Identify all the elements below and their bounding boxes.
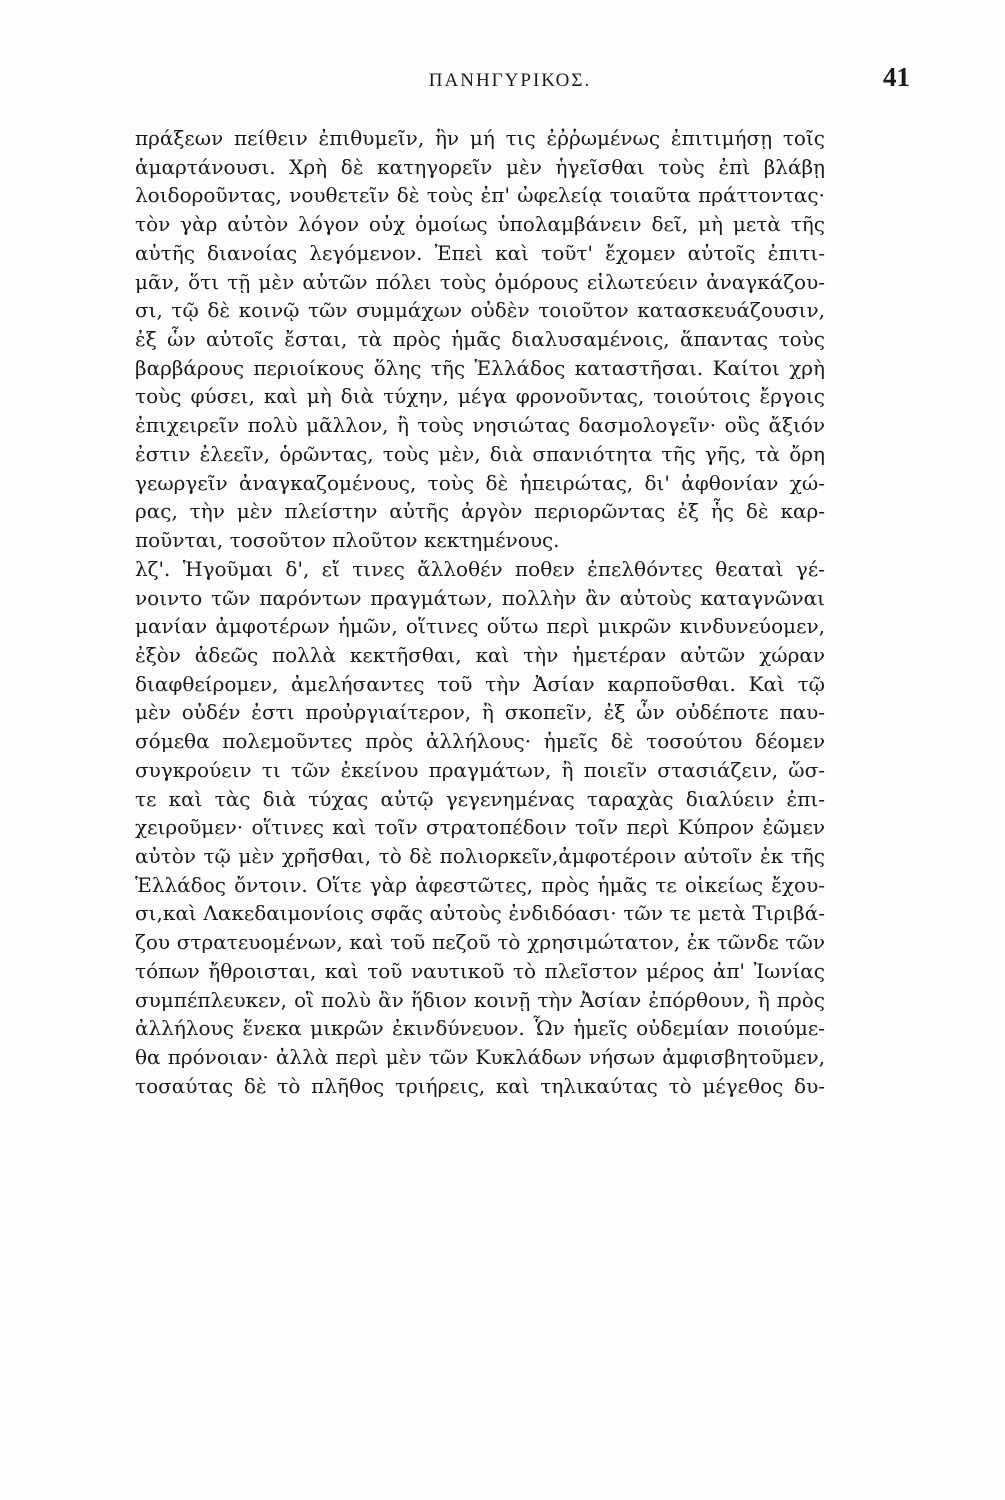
text-line: σι, τῷ δὲ κοινῷ τῶν συμμάχων οὐδὲν τοιοῦτον κατασκευάζουσιν, bbox=[135, 298, 825, 323]
text-line: μανίαν ἀμφοτέρων ἡμῶν, οἵτινες οὕτω περὶ μικρῶν κινδυνεύομεν, bbox=[135, 614, 825, 639]
text-line: ἀλλήλους ἕνεκα μικρῶν ἐκινδύνευον. Ὧν ἡμεῖς οὐδεμίαν ποιούμε- bbox=[135, 1016, 825, 1041]
text-line: τοσαύτας δὲ τὸ πλῆθος τριήρεις, καὶ τηλικαύτας τὸ μέγεθος δυ- bbox=[135, 1073, 825, 1098]
text-line: λοιδοροῦντας, νουθετεῖν δὲ τοὺς ἐπ' ὠφελείᾳ τοιαῦτα πράττοντας· bbox=[135, 183, 825, 208]
text-line: ρας, τὴν μὲν πλείστην αὐτῆς ἀργὸν περιορῶντας ἐξ ἧς δὲ καρ- bbox=[135, 499, 825, 524]
text-line: αὐτῆς διανοίας λεγόμενον. Ἐπεὶ καὶ τοῦτ' ἔχομεν αὐτοῖς ἐπιτι- bbox=[135, 240, 825, 265]
text-line: ἁμαρτάνουσι. Χρὴ δὲ κατηγορεῖν μὲν ἡγεῖσθαι τοὺς ἐπὶ βλάβῃ bbox=[135, 154, 825, 179]
text-line: θα πρόνοιαν· ἀλλὰ περὶ μὲν τῶν Κυκλάδων νήσων ἀμφισβητοῦμεν, bbox=[135, 1045, 825, 1069]
text-line: τε καὶ τὰς διὰ τύχας αὐτῷ γεγενημένας ταραχὰς διαλύειν ἐπι- bbox=[135, 786, 825, 811]
text-line: συγκρούειν τι τῶν ἐκείνου πραγμάτων, ἢ ποιεῖν στασιάζειν, ὥσ- bbox=[135, 757, 825, 782]
text-line: τὸν γὰρ αὐτὸν λόγον οὐχ ὁμοίως ὑπολαμβάνειν δεῖ, μὴ μετὰ τῆς bbox=[135, 212, 825, 237]
text-line: χειροῦμεν· οἵτινες καὶ τοῖν στρατοπέδοιν τοῖν περὶ Κύπρον ἐῶμεν bbox=[135, 815, 825, 840]
text-line: μὲν οὐδέν ἐστι προὐργιαίτερον, ἢ σκοπεῖν, ἐξ ὧν οὐδέποτε παυ- bbox=[135, 700, 825, 725]
text-line: γεωργεῖν ἀναγκαζομένους, τοὺς δὲ ἠπειρώτας, δι' ἀφθονίαν χώ- bbox=[135, 470, 825, 495]
text-line: ζου στρατευομένων, καὶ τοῦ πεζοῦ τὸ χρησιμώτατον, ἐκ τῶνδε τῶν bbox=[135, 930, 825, 955]
page-number: 41 bbox=[883, 62, 910, 92]
text-line: τοὺς φύσει, καὶ μὴ διὰ τύχην, μέγα φρονοῦντας, τοιούτοις ἔργοις bbox=[135, 384, 825, 409]
text-line: ἐξὸν ἀδεῶς πολλὰ κεκτῆσθαι, καὶ τὴν ἡμετέραν αὐτῶν χώραν bbox=[135, 642, 825, 667]
text-line: ἐξ ὧν αὐτοῖς ἔσται, τὰ πρὸς ἡμᾶς διαλυσαμένοις, ἅπαντας τοὺς bbox=[135, 327, 825, 352]
text-line: συμπέπλευκεν, οἳ πολὺ ἂν ἥδιον κοινῇ τὴν Ἀσίαν ἐπόρθουν, ἢ πρὸς bbox=[135, 987, 825, 1012]
section-start-line: λζ'. Ἡγοῦμαι δ', εἴ τινες ἄλλοθέν ποθεν ἐπελθόντες θεαταὶ γέ- bbox=[135, 556, 825, 581]
running-header bbox=[110, 62, 910, 102]
text-line: σι,καὶ Λακεδαιμονίοις σφᾶς αὐτοὺς ἐνδιδόασι· τῶν τε μετὰ Τιριβά- bbox=[135, 901, 825, 926]
text-line: Ἑλλάδος ὄντοιν. Οἵτε γὰρ ἀφεστῶτες, πρὸς ἡμᾶς τε οἰκείως ἔχου- bbox=[135, 872, 825, 897]
body-text bbox=[135, 124, 825, 1100]
text-line: τόπων ἤθροισται, καὶ τοῦ ναυτικοῦ τὸ πλεῖστον μέρος ἀπ' Ἰωνίας bbox=[135, 958, 825, 983]
running-title: ΠΑΝΗΓΥΡΙΚΟΣ. bbox=[428, 70, 592, 91]
text-line: ἐστιν ἐλεεῖν, ὁρῶντας, τοὺς μὲν, διὰ σπανιότητα τῆς γῆς, τὰ ὄρη bbox=[135, 441, 825, 466]
text-line: ἐπιχειρεῖν πολὺ μᾶλλον, ἢ τοὺς νησιώτας δασμολογεῖν· οὓς ἄξιόν bbox=[135, 413, 825, 438]
text-line: αὐτὸν τῷ μὲν χρῆσθαι, τὸ δὲ πολιορκεῖν,ἀμφοτέροιν αὐτοῖν ἐκ τῆς bbox=[135, 843, 825, 868]
text-line: νοιντο τῶν παρόντων πραγμάτων, πολλὴν ἂν αὐτοὺς καταγνῶναι bbox=[135, 585, 825, 610]
text-line: διαφθείρομεν, ἀμελήσαντες τοῦ τὴν Ἀσίαν καρποῦσθαι. Καὶ τῷ bbox=[135, 671, 825, 696]
text-line: μᾶν, ὅτι τῇ μὲν αὑτῶν πόλει τοὺς ὁμόρους εἱλωτεύειν ἀναγκάζου- bbox=[135, 269, 825, 294]
text-line: ποῦνται, τοσοῦτον πλοῦτον κεκτημένους. bbox=[135, 528, 560, 553]
text-line: σόμεθα πολεμοῦντες πρὸς ἀλλήλους· ἡμεῖς δὲ τοσούτου δέομεν bbox=[135, 729, 825, 754]
text-line: βαρβάρους περιοίκους ὅλης τῆς Ἑλλάδος καταστῆσαι. Καίτοι χρὴ bbox=[135, 355, 825, 380]
text-line: πράξεων πείθειν ἐπιθυμεῖν, ἣν μή τις ἐῤῥωμένως ἐπιτιμήσῃ τοῖς bbox=[135, 126, 825, 150]
